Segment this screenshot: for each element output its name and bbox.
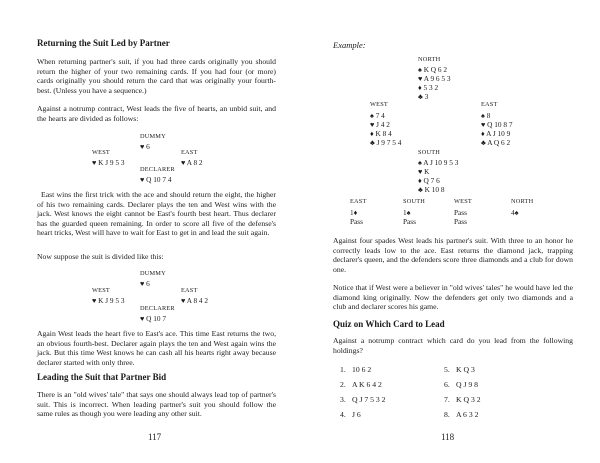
paragraph-suppose: Now suppose the suit is divided like this: (37, 252, 164, 261)
south-hearts: ♥ K (418, 167, 430, 176)
auction-header-south: SOUTH (403, 198, 425, 205)
west-label: WEST (92, 149, 110, 156)
auction-header-west: WEST (454, 198, 472, 205)
south-clubs: ♣ K 10 8 (418, 185, 445, 194)
heading-partner-bid: Leading the Suit that Partner Bid (37, 372, 167, 382)
declarer-label: DECLARER (140, 166, 175, 173)
south-diamonds: ♦ Q 7 6 (418, 176, 440, 185)
north-label: NORTH (418, 56, 441, 63)
east-holding: ♥ A 8 4 2 (181, 296, 209, 305)
auction-header-east: EAST (350, 198, 367, 205)
west-label: WEST (92, 287, 110, 294)
heading-quiz: Quiz on Which Card to Lead (333, 319, 445, 329)
paragraph-returning-rule: When returning partner's suit, if you had three cards originally you should return the higher of your two remaining cards. If you had four (or more) cards originally you should return the card that was originally your fourth-best. (Unless you have a sequence.) (37, 57, 276, 95)
auction-bid: Pass (454, 208, 467, 217)
auction-bid: Pass (454, 217, 467, 226)
quiz-item: 5. K Q 3 (444, 365, 475, 374)
auction-header-north: NORTH (511, 198, 534, 205)
auction-bid: 1♠ (403, 208, 411, 217)
north-diamonds: ♦ 5 3 2 (418, 83, 439, 92)
quiz-item: 2. A K 6 4 2 (340, 380, 382, 389)
dummy-label: DUMMY (140, 270, 166, 277)
east-spades: ♠ 8 (481, 111, 491, 120)
quiz-item: 8. A 6 3 2 (444, 410, 479, 419)
west-hearts: ♥ J 4 2 (370, 120, 390, 129)
east-diamonds: ♦ A J 10 9 (481, 129, 511, 138)
auction-bid: 4♠ (511, 208, 519, 217)
declarer-label: DECLARER (140, 305, 175, 312)
quiz-item: 4. J 6 (340, 410, 361, 419)
paragraph-old-wives-note: Notice that if West were a believer in "old wives' tales" he would have led the diamond king originally. Now the defenders get only two diamonds and a club and declarer scores his game. (333, 283, 573, 312)
west-spades: ♠ 7 4 (370, 111, 385, 120)
paragraph-notrump-example: Against a notrump contract, West leads the five of hearts, an unbid suit, and the hearts are divided as follows: (37, 104, 276, 123)
west-diamonds: ♦ K 8 4 (370, 129, 392, 138)
south-spades: ♠ A J 10 9 5 3 (418, 158, 459, 167)
quiz-item: 7. K Q 3 2 (444, 395, 481, 404)
quiz-item: 6. Q J 9 8 (444, 380, 478, 389)
dummy-holding: ♥ 6 (140, 142, 150, 151)
dummy-holding: ♥ 6 (140, 279, 150, 288)
page-number: 118 (441, 432, 455, 442)
east-label: EAST (181, 287, 198, 294)
west-holding: ♥ K J 9 5 3 (92, 296, 125, 305)
west-label: WEST (370, 101, 388, 108)
quiz-item: 3. Q J 7 5 3 2 (340, 395, 386, 404)
declarer-holding: ♥ Q 10 7 4 (140, 175, 172, 184)
page-118 (300, 0, 600, 463)
paragraph-quiz-question: Against a notrump contract which card do you lead from the following holdings? (333, 336, 573, 355)
west-clubs: ♣ J 9 7 5 4 (370, 138, 402, 147)
east-label: EAST (481, 101, 498, 108)
auction-bid: Pass (403, 217, 416, 226)
auction-bid: 1♦ (350, 208, 358, 217)
east-holding: ♥ A 8 2 (181, 158, 203, 167)
paragraph-second-layout-play: Again West leads the heart five to East's ace. This time East returns the two, an obvious fourth-best. Declarer again plays the ten and West again wins the jack. But this time West knows he can cash all his hearts right away because declarer started with only three. (37, 329, 276, 367)
south-label: SOUTH (418, 149, 440, 156)
page-number: 117 (148, 432, 162, 442)
example-label: Example: (333, 40, 366, 50)
quiz-item: 1. 10 6 2 (340, 365, 372, 374)
paragraph-four-spades: Against four spades West leads his partner's suit. With three to an honor he correctly leads low to the ace. East returns the diamond jack, trapping declarer's queen, and the defenders score three diamonds and a club for down one. (333, 236, 573, 274)
declarer-holding: ♥ Q 10 7 (140, 314, 167, 323)
heading-returning-suit: Returning the Suit Led by Partner (37, 38, 170, 48)
west-holding: ♥ K J 9 5 3 (92, 158, 125, 167)
auction-bid: Pass (350, 217, 363, 226)
east-hearts: ♥ Q 10 8 7 (481, 120, 513, 129)
east-clubs: ♣ A Q 6 2 (481, 138, 511, 147)
north-spades: ♠ K Q 6 2 (418, 65, 448, 74)
dummy-label: DUMMY (140, 133, 166, 140)
north-hearts: ♥ A 9 6 5 3 (418, 74, 451, 83)
paragraph-old-wives-tale: There is an "old wives' tale" that says one should always lead top of partner's suit. This is incorrect. When leading partner's suit you should follow the same rules as though you were leading any other suit. (37, 390, 276, 419)
paragraph-first-layout-play: East wins the first trick with the ace and should return the eight, the higher of his two remaining cards. Declarer plays the ten and West wins with the jack. West knows the eight cannot be East's fourth best heart. Thus declarer has the guarded queen remaining. In order to score all five of the defense's heart tricks, West will have to wait for East to get in and lead the suit again. (37, 190, 276, 238)
north-clubs: ♣ 3 (418, 92, 429, 101)
east-label: EAST (181, 149, 198, 156)
